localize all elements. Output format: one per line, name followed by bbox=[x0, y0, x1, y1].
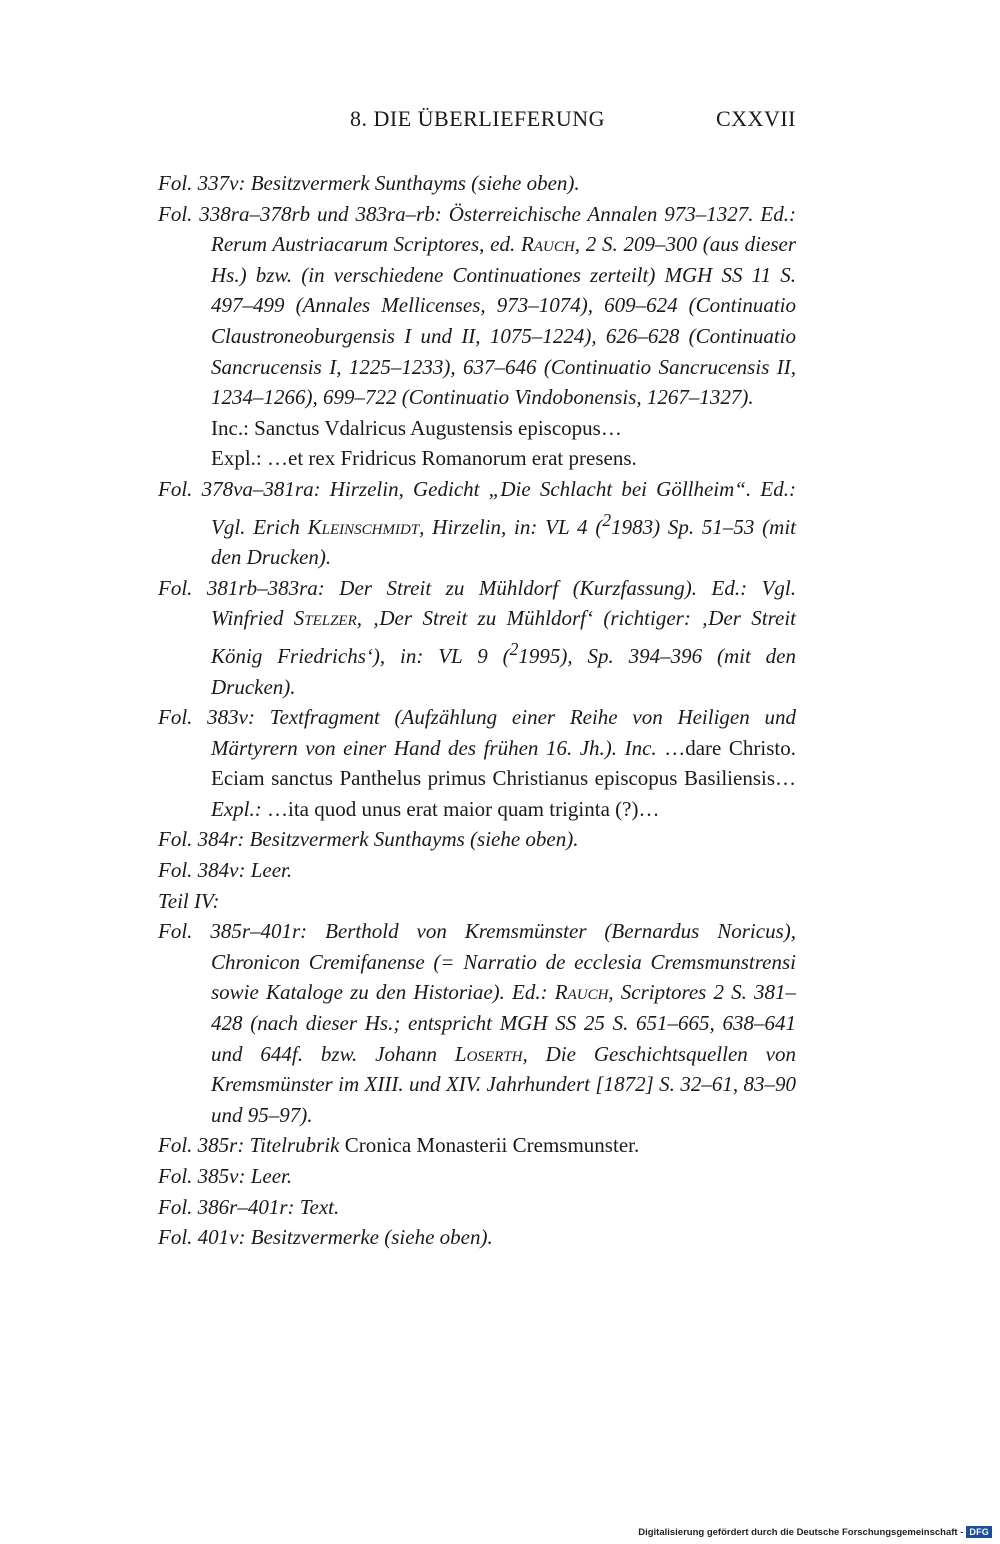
chapter-title: 8. DIE ÜBERLIEFERUNG bbox=[350, 106, 606, 131]
entry-fol-384r bbox=[158, 824, 796, 855]
entry-text: Fol. 385r–401r: Berthold von Kremsmünster (Bernardus Noricus), Chronicon Cremifanense (= Narratio de ecclesia Cremsmunstrensi sowie Kataloge zu den Historiae). Ed.: bbox=[158, 919, 796, 1005]
entry-text: 1995), Sp. 394–396 (mit den Drucken). bbox=[211, 643, 796, 699]
author-name: Loserth bbox=[454, 1041, 523, 1066]
funding-note: Digitalisierung gefördert durch die Deutsche Forschungsgemeinschaft - bbox=[638, 1526, 964, 1538]
entry-text: Fol. 337v: Besitzvermerk Sunthayms (siehe oben). bbox=[158, 171, 580, 195]
explicit-label: Expl.: bbox=[211, 446, 262, 471]
entry-text: Fol. 383v: Textfragment (Aufzählung einer Reihe von Heiligen und Märtyrern von einer Hand des frühen 16. Jh.). Inc. bbox=[158, 705, 796, 760]
explicit-label: Expl.: bbox=[211, 796, 262, 821]
entry-text: Fol. 378va–381ra: Hirzelin, Gedicht „Die Schlacht bei Göllheim“. Ed.: Vgl. Erich bbox=[158, 476, 796, 539]
entry-fol-384v bbox=[158, 855, 796, 886]
entry-text: , Hirzelin, in: VL 4 ( bbox=[419, 514, 603, 539]
author-name: Kleinschmidt bbox=[307, 514, 420, 539]
author-name: Stelzer bbox=[293, 606, 357, 631]
entry-text: 1983) Sp. 51–53 (mit den Drucken). bbox=[211, 514, 796, 570]
entry-fol-383v bbox=[158, 702, 796, 824]
page-number: CXXVII bbox=[716, 106, 796, 131]
entry-text: Fol. 384r: Besitzvermerk Sunthayms (siehe oben). bbox=[158, 827, 579, 852]
edition-superscript: 2 bbox=[602, 509, 612, 530]
rubric-text: Cronica Monasterii Cremsmunster. bbox=[339, 1133, 640, 1158]
entry-text: , Scriptores 2 S. 381–428 (nach dieser Hs.; entspricht MGH SS 25 S. 651–665, 638–641 und 644f. bzw. Johann bbox=[211, 980, 796, 1066]
page-body bbox=[158, 168, 796, 1253]
entry-text: Fol. 386r–401r: Text. bbox=[158, 1194, 340, 1219]
running-header bbox=[158, 106, 796, 136]
entry-text: Fol. 401v: Besitzvermerke (siehe oben). bbox=[158, 1225, 493, 1250]
entry-fol-385v bbox=[158, 1161, 796, 1192]
incipit-text: Sanctus Vdalricus Augustensis episcopus… bbox=[248, 415, 622, 440]
explicit-text: …et rex Fridricus Romanorum erat presens. bbox=[261, 446, 637, 471]
incipit-text: …dare Christo. Eciam sanctus Panthelus primus Christianus episcopus Basiliensis… bbox=[211, 735, 796, 791]
incipit-label: Inc.: bbox=[211, 415, 249, 440]
entry-fol-338ra bbox=[158, 199, 796, 413]
explicit-text: …ita quod unus erat maior quam triginta (?)… bbox=[261, 796, 660, 821]
entry-text: Fol. 381rb–383ra: Der Streit zu Mühldorf (Kurzfassung). Ed.: Vgl. Winfried bbox=[158, 575, 796, 631]
entry-text: , ‚Der Streit zu Mühldorf‘ (richtiger: ‚Der Streit König Friedrichs‘), in: VL 9 ( bbox=[211, 606, 796, 668]
entry-fol-337v bbox=[158, 168, 796, 199]
edition-superscript: 2 bbox=[509, 638, 519, 659]
author-name: Rauch bbox=[554, 980, 609, 1005]
entry-fol-401v bbox=[158, 1222, 796, 1253]
incipit-line bbox=[158, 413, 796, 444]
entry-text: Fol. 385v: Leer. bbox=[158, 1164, 293, 1188]
entry-text: , 2 S. 209–300 (aus dieser Hs.) bzw. (in verschiedene Continuationes zerteilt) MGH SS 11 S. 497–499 (Annales Mellicenses, 973–1074), 609–624 (Continuatio Claustroneoburgensis I und II, 1075–1224), 626–628 (Continuatio Sancrucensis I, 1225–1233), 637–646 (Continuatio Sancrucensis II, 1234–1266), 699–722 (Continuatio Vindobonensis, 1267–1327). bbox=[211, 232, 796, 410]
entry-fol-381rb bbox=[158, 573, 796, 702]
entry-text: Fol. 384v: Leer. bbox=[158, 858, 293, 883]
dfg-logo: DFG bbox=[966, 1526, 992, 1538]
entry-text: Fol. 338ra–378rb und 383ra–rb: Österreichische Annalen 973–1327. Ed.: Rerum Austriacarum Scriptores, ed. bbox=[158, 201, 796, 257]
section-heading: Teil IV: bbox=[158, 888, 220, 913]
entry-text: Fol. 385r: Titelrubrik bbox=[158, 1133, 340, 1158]
digitization-footer bbox=[638, 1526, 992, 1538]
entry-fol-378va bbox=[158, 474, 796, 573]
section-heading-teil-iv bbox=[158, 886, 796, 917]
entry-text: , Die Geschichtsquellen von Kremsmünster im XIII. und XIV. Jahrhundert [1872] S. 32–61, 83–90 und 95–97). bbox=[211, 1041, 797, 1127]
entry-fol-385r-401r bbox=[158, 916, 796, 1130]
entry-fol-385r bbox=[158, 1130, 796, 1161]
entry-fol-386r bbox=[158, 1192, 796, 1223]
author-name: Rauch bbox=[521, 232, 575, 257]
explicit-line bbox=[158, 443, 796, 474]
